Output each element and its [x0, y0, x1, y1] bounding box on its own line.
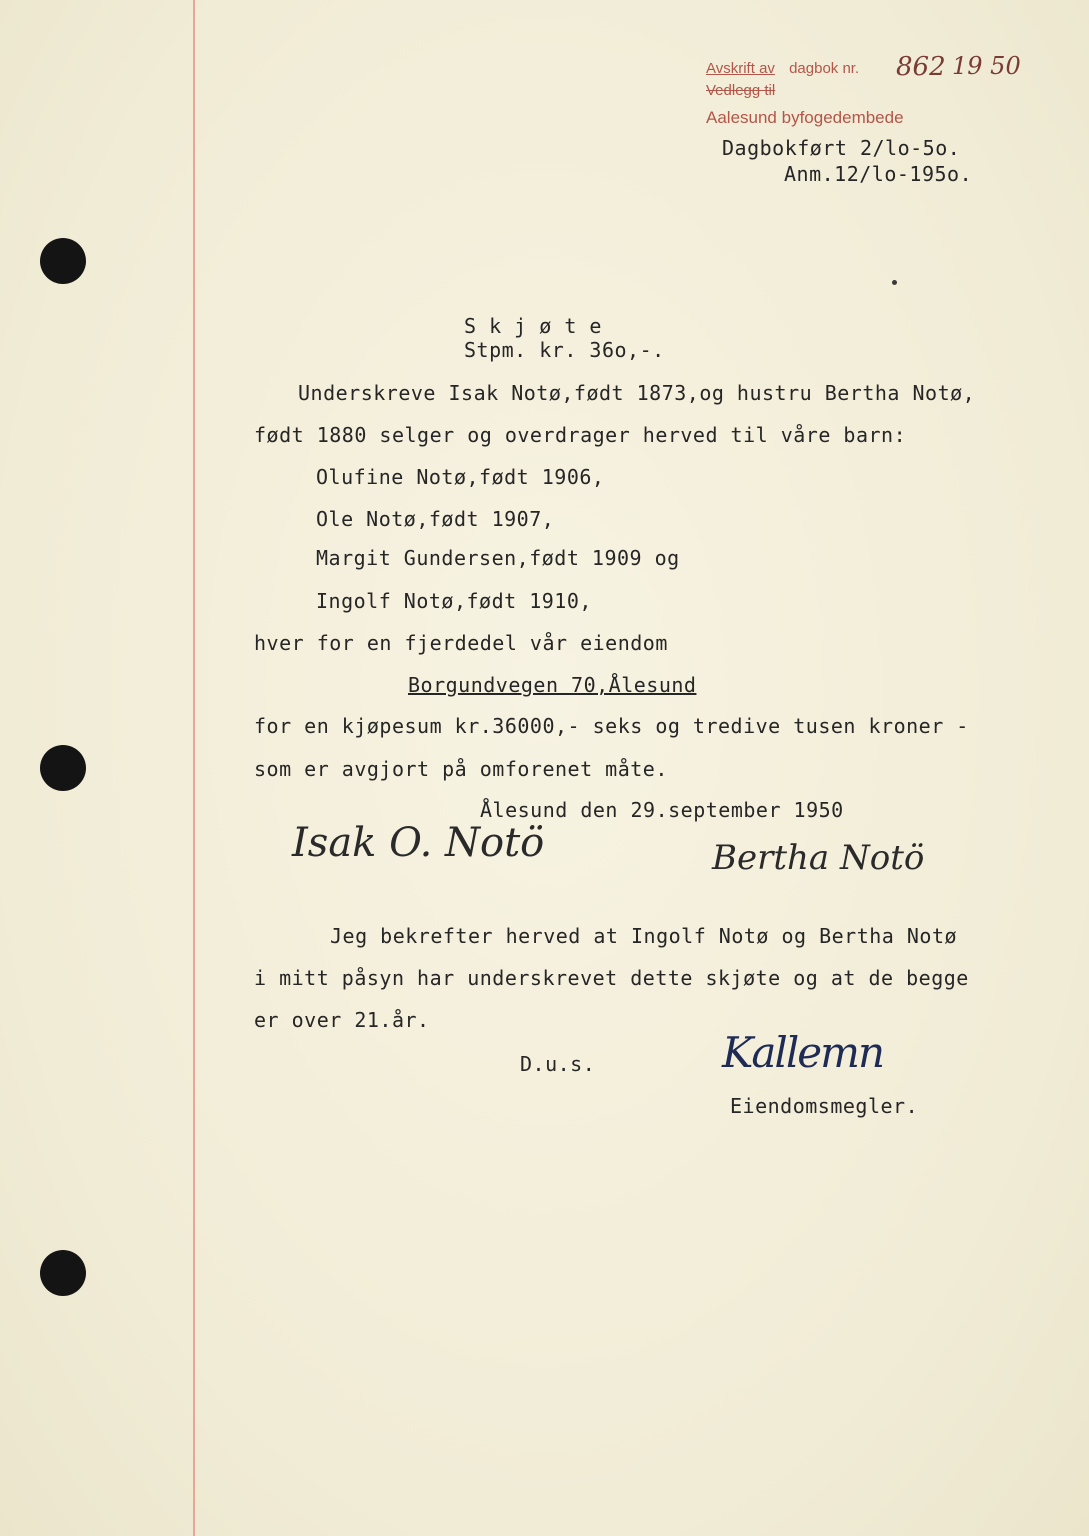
signature-isak: Isak O. Notö	[292, 820, 545, 866]
confirmation-line-3: er over 21.år.	[254, 1008, 430, 1032]
stamp-vedlegg: Vedlegg til	[706, 82, 776, 99]
stamp-dagbok: dagbok nr.	[789, 60, 860, 77]
dus: D.u.s.	[520, 1052, 596, 1076]
journal-number: 862	[896, 52, 946, 82]
body-line-7: hver for en fjerdedel vår eiendom	[254, 631, 668, 655]
anm: Anm.12/lo-195o.	[784, 162, 973, 186]
signature-broker: Kallemn	[722, 1028, 884, 1077]
price-line-2: som er avgjort på omforenet måte.	[254, 757, 668, 781]
price-line-1: for en kjøpesum kr.36000,- seks og tredive tusen kroner -	[254, 714, 969, 738]
stamp-avskrift: Avskrift av	[706, 60, 775, 77]
stamp-line3: Aalesund byfogedembede	[706, 108, 904, 127]
margin-line	[193, 0, 195, 1536]
document-title: S k j ø t e	[464, 314, 602, 338]
dagbokfort: Dagbokført 2/lo-5o.	[722, 136, 961, 160]
body-line-1: Underskreve Isak Notø,født 1873,og hustru Bertha Notø,	[298, 381, 976, 405]
stamp-line2	[706, 82, 775, 99]
ink-dot	[892, 280, 897, 285]
body-line-4: Ole Notø,født 1907,	[316, 507, 555, 531]
signature-bertha: Bertha Notö	[712, 838, 925, 878]
journal-year: 19 50	[952, 52, 1021, 80]
punch-hole-top	[40, 238, 86, 284]
confirmation-line-1: Jeg bekrefter herved at Ingolf Notø og Bertha Notø	[330, 924, 958, 948]
stamp-fee: Stpm. kr. 36o,-.	[464, 338, 665, 362]
broker-role: Eiendomsmegler.	[730, 1094, 919, 1118]
body-line-3: Olufine Notø,født 1906,	[316, 465, 605, 489]
property-address: Borgundvegen 70,Ålesund	[408, 673, 697, 697]
place-date: Ålesund den 29.september 1950	[480, 798, 844, 822]
body-line-2: født 1880 selger og overdrager herved til våre barn:	[254, 423, 907, 447]
punch-hole-bottom	[40, 1250, 86, 1296]
confirmation-line-2: i mitt påsyn har underskrevet dette skjøte og at de begge	[254, 966, 969, 990]
body-line-6: Ingolf Notø,født 1910,	[316, 589, 592, 613]
body-line-5: Margit Gundersen,født 1909 og	[316, 546, 680, 570]
punch-hole-middle	[40, 745, 86, 791]
stamp-line1	[706, 60, 859, 77]
